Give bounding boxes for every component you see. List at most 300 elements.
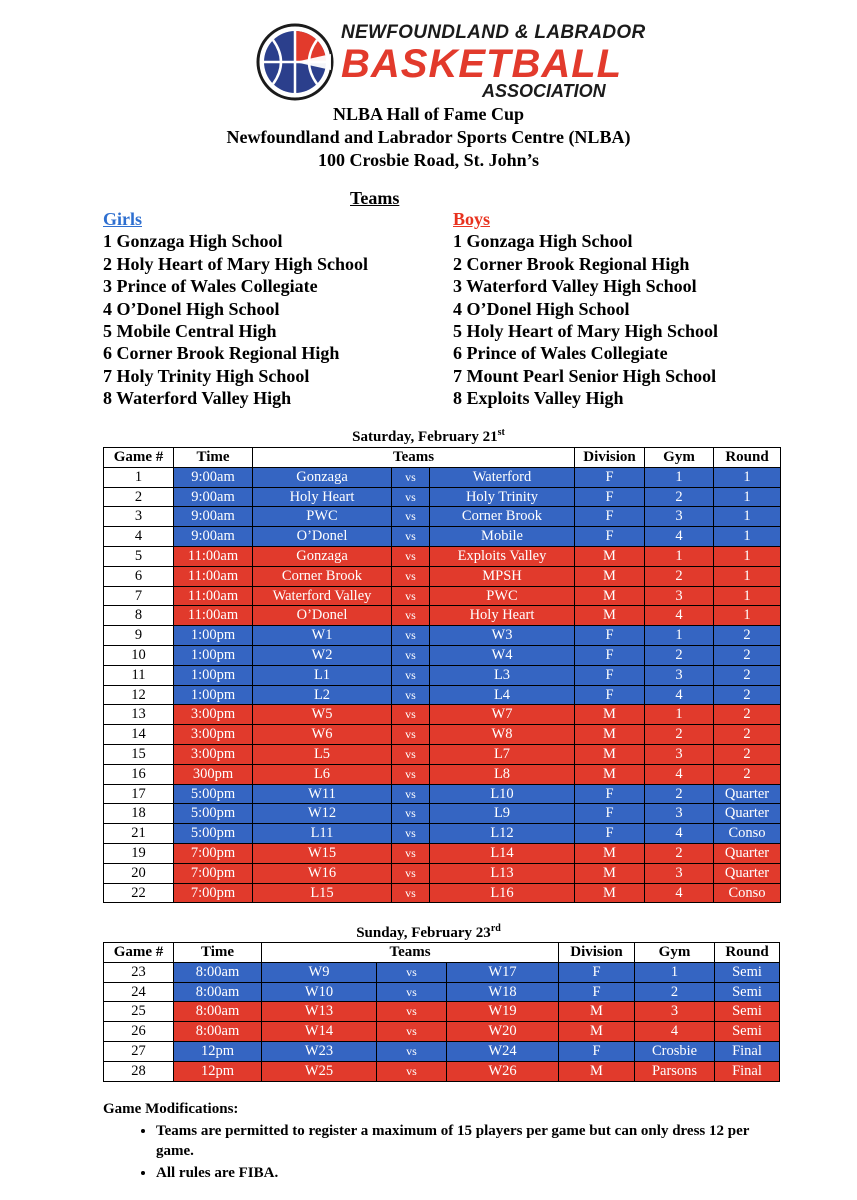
game-number: 7 <box>104 586 174 606</box>
game-row <box>104 665 781 685</box>
game-round: 1 <box>714 566 781 586</box>
game-number: 24 <box>104 982 174 1002</box>
game-round: 1 <box>714 546 781 566</box>
team-1: W12 <box>253 804 392 824</box>
game-round: Quarter <box>714 843 781 863</box>
game-division: M <box>559 1002 635 1022</box>
game-number: 5 <box>104 546 174 566</box>
girls-team: 4 O’Donel High School <box>103 298 280 319</box>
team-1: Waterford Valley <box>253 586 392 606</box>
modification-item: • Teams are permitted to register a maximum of 15 players per game but can only dress 12 per game. <box>156 1121 756 1161</box>
team-2: W20 <box>447 1022 559 1042</box>
game-time: 9:00am <box>174 527 253 547</box>
boys-team: 8 Exploits Valley High <box>453 388 624 409</box>
game-round: 1 <box>714 586 781 606</box>
col-header-division: Division <box>575 448 645 468</box>
game-gym: 3 <box>645 507 714 527</box>
versus-label: vs <box>377 982 447 1002</box>
team-1: Holy Heart <box>253 487 392 507</box>
game-division: F <box>575 487 645 507</box>
col-header-division: Division <box>559 943 635 963</box>
game-division: M <box>575 843 645 863</box>
game-round: Semi <box>715 1002 780 1022</box>
event-address: 100 Crosbie Road, St. John’s <box>317 150 540 170</box>
game-round: 1 <box>714 527 781 547</box>
game-gym: 2 <box>635 982 715 1002</box>
game-gym: 2 <box>645 487 714 507</box>
col-header-gym: Gym <box>645 448 714 468</box>
game-gym: 2 <box>645 645 714 665</box>
saturday-schedule-table <box>103 447 781 903</box>
game-round: 2 <box>714 685 781 705</box>
game-number: 21 <box>104 824 174 844</box>
game-division: M <box>575 586 645 606</box>
game-number: 4 <box>104 527 174 547</box>
saturday-date-suffix: st <box>497 427 505 438</box>
game-time: 8:00am <box>174 962 262 982</box>
versus-label: vs <box>392 546 430 566</box>
game-row <box>104 467 781 487</box>
team-2: L10 <box>430 784 575 804</box>
team-1: L5 <box>253 744 392 764</box>
game-gym: 1 <box>645 705 714 725</box>
versus-label: vs <box>392 487 430 507</box>
game-gym: 4 <box>635 1022 715 1042</box>
game-number: 8 <box>104 606 174 626</box>
col-header-game: Game # <box>104 943 174 963</box>
versus-label: vs <box>377 1061 447 1081</box>
game-row <box>104 725 781 745</box>
game-number: 11 <box>104 665 174 685</box>
girls-team: 6 Corner Brook Regional High <box>103 343 340 364</box>
saturday-date-text: Saturday, February 21 <box>352 429 498 445</box>
team-2: W24 <box>447 1041 559 1061</box>
game-number: 13 <box>104 705 174 725</box>
game-division: M <box>559 1061 635 1081</box>
game-number: 23 <box>104 962 174 982</box>
game-row <box>104 883 781 903</box>
versus-label: vs <box>392 685 430 705</box>
girls-team: 8 Waterford Valley High <box>103 388 292 409</box>
team-2: L8 <box>430 764 575 784</box>
versus-label: vs <box>392 467 430 487</box>
game-row <box>104 764 781 784</box>
game-row <box>104 606 781 626</box>
team-2: L14 <box>430 843 575 863</box>
game-division: F <box>575 685 645 705</box>
girls-team: 2 Holy Heart of Mary High School <box>103 253 368 274</box>
col-header-time: Time <box>174 448 253 468</box>
game-time: 9:00am <box>174 467 253 487</box>
game-row <box>104 685 781 705</box>
girls-team: 5 Mobile Central High <box>103 321 277 342</box>
team-1: Corner Brook <box>253 566 392 586</box>
girls-team: 7 Holy Trinity High School <box>103 365 310 386</box>
boys-heading: Boys <box>453 209 491 229</box>
team-1: W6 <box>253 725 392 745</box>
team-1: W14 <box>262 1022 377 1042</box>
team-2: W7 <box>430 705 575 725</box>
game-division: M <box>575 606 645 626</box>
versus-label: vs <box>392 804 430 824</box>
game-number: 15 <box>104 744 174 764</box>
sunday-schedule-table <box>103 942 780 1082</box>
game-gym: 2 <box>645 566 714 586</box>
game-number: 10 <box>104 645 174 665</box>
game-division: M <box>575 863 645 883</box>
team-1: W25 <box>262 1061 377 1081</box>
team-2: L4 <box>430 685 575 705</box>
game-time: 11:00am <box>174 566 253 586</box>
game-time: 1:00pm <box>174 685 253 705</box>
game-round: Quarter <box>714 863 781 883</box>
team-1: W13 <box>262 1002 377 1022</box>
sunday-date-text: Sunday, February 23 <box>356 925 491 941</box>
game-round: Conso <box>714 824 781 844</box>
game-gym: 3 <box>645 665 714 685</box>
col-header-round: Round <box>714 448 781 468</box>
game-round: Final <box>715 1061 780 1081</box>
versus-label: vs <box>392 843 430 863</box>
team-2: Mobile <box>430 527 575 547</box>
game-row <box>104 1041 780 1061</box>
game-division: F <box>575 645 645 665</box>
game-number: 9 <box>104 626 174 646</box>
game-number: 14 <box>104 725 174 745</box>
game-number: 22 <box>104 883 174 903</box>
versus-label: vs <box>392 507 430 527</box>
game-gym: 4 <box>645 764 714 784</box>
game-division: F <box>575 467 645 487</box>
team-2: L16 <box>430 883 575 903</box>
team-2: Waterford <box>430 467 575 487</box>
game-division: M <box>575 744 645 764</box>
team-1: Gonzaga <box>253 467 392 487</box>
game-division: F <box>575 507 645 527</box>
boys-team: 1 Gonzaga High School <box>453 231 633 252</box>
game-row <box>104 843 781 863</box>
girls-team: 1 Gonzaga High School <box>103 231 283 252</box>
team-2: MPSH <box>430 566 575 586</box>
game-division: M <box>575 705 645 725</box>
modification-item: • All rules are FIBA. <box>156 1163 756 1183</box>
game-division: F <box>559 962 635 982</box>
game-gym: 3 <box>645 744 714 764</box>
team-2: Exploits Valley <box>430 546 575 566</box>
game-time: 7:00pm <box>174 843 253 863</box>
game-number: 28 <box>104 1061 174 1081</box>
team-1: PWC <box>253 507 392 527</box>
game-time: 8:00am <box>174 982 262 1002</box>
team-1: W9 <box>262 962 377 982</box>
game-division: F <box>575 626 645 646</box>
game-division: F <box>575 784 645 804</box>
game-time: 8:00am <box>174 1002 262 1022</box>
team-1: L1 <box>253 665 392 685</box>
game-number: 19 <box>104 843 174 863</box>
game-row <box>104 804 781 824</box>
team-2: Holy Trinity <box>430 487 575 507</box>
game-row <box>104 586 781 606</box>
game-round: Semi <box>715 1022 780 1042</box>
event-title: NLBA Hall of Fame Cup <box>332 104 524 124</box>
game-time: 1:00pm <box>174 626 253 646</box>
game-row <box>104 1022 780 1042</box>
teams-title: Teams <box>350 188 400 208</box>
game-gym: 1 <box>645 546 714 566</box>
game-number: 16 <box>104 764 174 784</box>
game-row <box>104 527 781 547</box>
game-time: 7:00pm <box>174 883 253 903</box>
game-round: 2 <box>714 744 781 764</box>
game-row <box>104 566 781 586</box>
boys-teams-list <box>453 208 718 410</box>
game-time: 1:00pm <box>174 645 253 665</box>
game-round: 2 <box>714 725 781 745</box>
game-number: 12 <box>104 685 174 705</box>
col-header-teams: Teams <box>253 448 575 468</box>
game-number: 2 <box>104 487 174 507</box>
game-row <box>104 645 781 665</box>
game-time: 12pm <box>174 1061 262 1081</box>
team-2: Holy Heart <box>430 606 575 626</box>
boys-team: 6 Prince of Wales Collegiate <box>453 343 668 364</box>
game-number: 18 <box>104 804 174 824</box>
game-division: M <box>575 725 645 745</box>
game-division: M <box>575 883 645 903</box>
game-round: 2 <box>714 645 781 665</box>
col-header-game: Game # <box>104 448 174 468</box>
game-division: F <box>575 824 645 844</box>
modifications-title: Game Modifications: <box>103 1101 239 1117</box>
team-1: L11 <box>253 824 392 844</box>
team-2: L12 <box>430 824 575 844</box>
game-number: 25 <box>104 1002 174 1022</box>
team-2: W4 <box>430 645 575 665</box>
versus-label: vs <box>392 725 430 745</box>
game-round: 2 <box>714 705 781 725</box>
game-gym: 4 <box>645 824 714 844</box>
team-2: L13 <box>430 863 575 883</box>
game-row <box>104 744 781 764</box>
game-row <box>104 982 780 1002</box>
game-number: 17 <box>104 784 174 804</box>
boys-team: 5 Holy Heart of Mary High School <box>453 321 718 342</box>
game-round: Semi <box>715 982 780 1002</box>
game-round: 1 <box>714 606 781 626</box>
versus-label: vs <box>392 527 430 547</box>
event-venue: Newfoundland and Labrador Sports Centre (NLBA) <box>226 127 631 147</box>
team-2: W26 <box>447 1061 559 1081</box>
col-header-gym: Gym <box>635 943 715 963</box>
game-time: 1:00pm <box>174 665 253 685</box>
saturday-date <box>0 427 857 446</box>
game-round: 1 <box>714 507 781 527</box>
game-round: 1 <box>714 467 781 487</box>
game-row <box>104 546 781 566</box>
team-1: W23 <box>262 1041 377 1061</box>
game-gym: Parsons <box>635 1061 715 1081</box>
game-gym: 4 <box>645 685 714 705</box>
game-gym: 3 <box>645 804 714 824</box>
logo-line-3: ASSOCIATION <box>482 81 606 101</box>
col-header-round: Round <box>715 943 780 963</box>
game-number: 26 <box>104 1022 174 1042</box>
game-row <box>104 487 781 507</box>
boys-team: 7 Mount Pearl Senior High School <box>453 365 717 386</box>
girls-team: 3 Prince of Wales Collegiate <box>103 276 318 297</box>
team-1: Gonzaga <box>253 546 392 566</box>
sunday-date-suffix: rd <box>490 923 501 934</box>
table-header-row <box>104 943 780 963</box>
boys-team: 2 Corner Brook Regional High <box>453 253 690 274</box>
game-time: 8:00am <box>174 1022 262 1042</box>
game-gym: 4 <box>645 883 714 903</box>
versus-label: vs <box>377 1041 447 1061</box>
col-header-time: Time <box>174 943 262 963</box>
logo-line-2: BASKETBALL <box>341 42 623 86</box>
game-number: 20 <box>104 863 174 883</box>
game-gym: 4 <box>645 527 714 547</box>
team-1: W16 <box>253 863 392 883</box>
team-1: O’Donel <box>253 606 392 626</box>
versus-label: vs <box>392 566 430 586</box>
game-row <box>104 863 781 883</box>
game-round: Quarter <box>714 804 781 824</box>
game-round: Quarter <box>714 784 781 804</box>
team-2: PWC <box>430 586 575 606</box>
team-2: W19 <box>447 1002 559 1022</box>
team-1: L6 <box>253 764 392 784</box>
girls-heading: Girls <box>103 209 142 229</box>
game-division: F <box>575 804 645 824</box>
game-gym: 1 <box>645 467 714 487</box>
versus-label: vs <box>392 606 430 626</box>
game-time: 3:00pm <box>174 705 253 725</box>
game-gym: 2 <box>645 725 714 745</box>
game-row <box>104 824 781 844</box>
game-number: 6 <box>104 566 174 586</box>
team-1: W10 <box>262 982 377 1002</box>
table-header-row <box>104 448 781 468</box>
game-gym: 2 <box>645 843 714 863</box>
versus-label: vs <box>392 863 430 883</box>
team-2: W8 <box>430 725 575 745</box>
game-number: 3 <box>104 507 174 527</box>
game-time: 11:00am <box>174 606 253 626</box>
game-round: Semi <box>715 962 780 982</box>
game-division: F <box>575 665 645 685</box>
game-gym: 3 <box>635 1002 715 1022</box>
game-row <box>104 1061 780 1081</box>
game-division: F <box>575 527 645 547</box>
team-1: O’Donel <box>253 527 392 547</box>
game-round: 1 <box>714 487 781 507</box>
team-2: L9 <box>430 804 575 824</box>
game-time: 3:00pm <box>174 744 253 764</box>
team-1: L15 <box>253 883 392 903</box>
team-1: W11 <box>253 784 392 804</box>
game-gym: 1 <box>645 626 714 646</box>
game-division: F <box>559 982 635 1002</box>
game-round: Conso <box>714 883 781 903</box>
versus-label: vs <box>392 883 430 903</box>
versus-label: vs <box>392 586 430 606</box>
versus-label: vs <box>377 962 447 982</box>
versus-label: vs <box>377 1002 447 1022</box>
team-1: W15 <box>253 843 392 863</box>
game-time: 5:00pm <box>174 784 253 804</box>
game-time: 5:00pm <box>174 804 253 824</box>
game-gym: 4 <box>645 606 714 626</box>
versus-label: vs <box>392 665 430 685</box>
game-time: 300pm <box>174 764 253 784</box>
versus-label: vs <box>392 645 430 665</box>
game-row <box>104 784 781 804</box>
game-division: F <box>559 1041 635 1061</box>
girls-teams-list <box>103 208 368 410</box>
versus-label: vs <box>392 784 430 804</box>
game-row <box>104 507 781 527</box>
team-2: W18 <box>447 982 559 1002</box>
game-time: 12pm <box>174 1041 262 1061</box>
versus-label: vs <box>377 1022 447 1042</box>
game-division: M <box>575 566 645 586</box>
game-time: 9:00am <box>174 487 253 507</box>
versus-label: vs <box>392 626 430 646</box>
game-modifications <box>103 1101 756 1185</box>
game-number: 1 <box>104 467 174 487</box>
game-gym: 3 <box>645 863 714 883</box>
game-time: 3:00pm <box>174 725 253 745</box>
versus-label: vs <box>392 764 430 784</box>
team-2: L3 <box>430 665 575 685</box>
game-round: Final <box>715 1041 780 1061</box>
game-time: 9:00am <box>174 507 253 527</box>
team-1: W5 <box>253 705 392 725</box>
basketball-logo-icon <box>255 20 337 102</box>
game-time: 7:00pm <box>174 863 253 883</box>
game-time: 11:00am <box>174 586 253 606</box>
game-gym: Crosbie <box>635 1041 715 1061</box>
versus-label: vs <box>392 705 430 725</box>
logo-line-1: NEWFOUNDLAND & LABRADOR <box>341 22 646 43</box>
nlba-logo <box>255 20 646 102</box>
game-division: M <box>575 764 645 784</box>
versus-label: vs <box>392 824 430 844</box>
boys-team: 4 O’Donel High School <box>453 298 630 319</box>
modifications-list <box>103 1121 756 1183</box>
game-round: 2 <box>714 665 781 685</box>
team-2: W3 <box>430 626 575 646</box>
game-division: M <box>559 1022 635 1042</box>
game-number: 27 <box>104 1041 174 1061</box>
team-1: W1 <box>253 626 392 646</box>
team-2: Corner Brook <box>430 507 575 527</box>
game-gym: 2 <box>645 784 714 804</box>
team-2: L7 <box>430 744 575 764</box>
team-2: W17 <box>447 962 559 982</box>
col-header-teams: Teams <box>262 943 559 963</box>
game-time: 5:00pm <box>174 824 253 844</box>
versus-label: vs <box>392 744 430 764</box>
sunday-date <box>0 923 857 942</box>
game-row <box>104 626 781 646</box>
team-1: W2 <box>253 645 392 665</box>
boys-team: 3 Waterford Valley High School <box>453 276 697 297</box>
game-division: M <box>575 546 645 566</box>
game-gym: 3 <box>645 586 714 606</box>
